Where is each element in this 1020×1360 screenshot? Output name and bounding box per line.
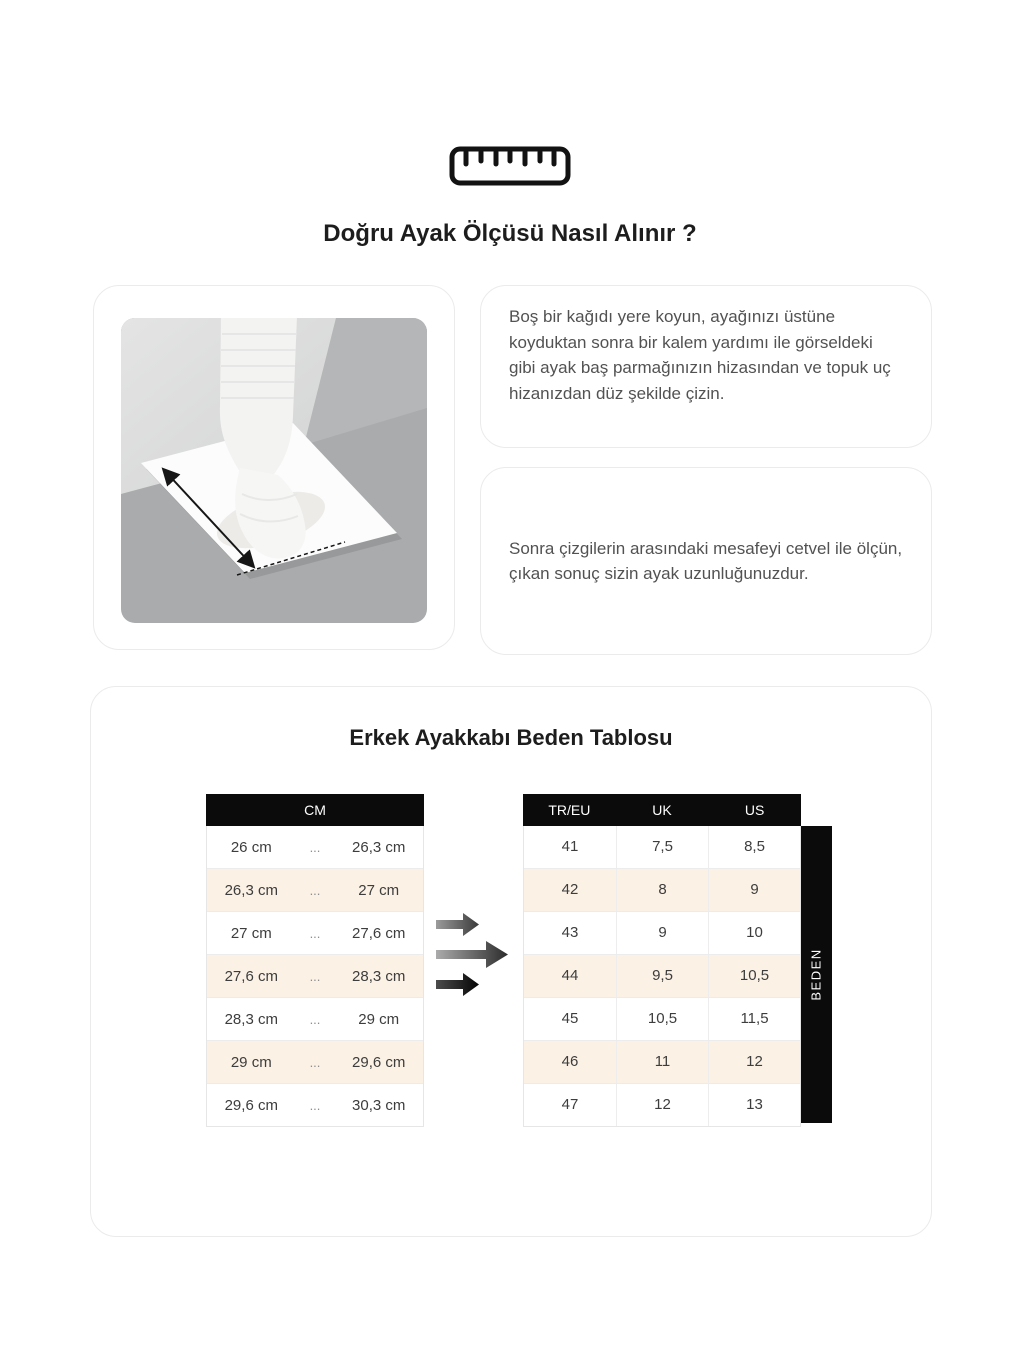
instruction-step2-text: Sonra çizgilerin arasındaki mesafeyi cetvel ile ölçün, çıkan sonuç sizin ayak uzunluğunuzdur. — [509, 538, 903, 583]
size-table-row: 47 12 13 — [524, 1083, 800, 1126]
header-uk: UK — [652, 802, 672, 818]
cm-table-row: 27,6 cm ... 28,3 cm — [207, 954, 423, 997]
arrows-right-icon — [436, 911, 516, 1004]
size-table-row: 42 8 9 — [524, 868, 800, 911]
cm-table-row: 26 cm ... 26,3 cm — [207, 826, 423, 868]
instruction-step1-text: Boş bir kağıdı yere koyun, ayağınızı üstüne koyduktan sonra bir kalem yardımı ile görseldeki gibi ayak baş parmağınızın hizasından ve topuk uç hizanızdan düz şekilde çizin. — [509, 307, 891, 403]
foot-measurement-photo — [121, 318, 427, 623]
page-title: Doğru Ayak Ölçüsü Nasıl Alınır ? — [323, 220, 697, 247]
size-table-row: 44 9,5 10,5 — [524, 954, 800, 997]
range-dots: ... — [309, 968, 321, 984]
range-dots: ... — [309, 1097, 321, 1113]
ruler-icon — [0, 146, 1020, 186]
size-table-row: 43 9 10 — [524, 911, 800, 954]
size-chart-card — [90, 686, 932, 1237]
header-us: US — [744, 802, 765, 818]
range-dots: ... — [309, 1011, 321, 1027]
measurement-photo-card — [93, 285, 455, 650]
beden-side-label: BEDEN — [801, 826, 832, 1123]
range-dots: ... — [309, 882, 321, 898]
range-dots: ... — [309, 839, 321, 855]
cm-table-row: 29,6 cm ... 30,3 cm — [207, 1083, 423, 1126]
instruction-card-1 — [480, 285, 932, 448]
size-table-row: 45 10,5 11,5 — [524, 997, 800, 1040]
cm-table-row: 29 cm ... 29,6 cm — [207, 1040, 423, 1083]
instruction-card-2 — [480, 467, 932, 655]
size-table-row: 41 7,5 8,5 — [524, 826, 800, 868]
cm-table-header: CM — [206, 794, 424, 826]
range-dots: ... — [309, 1054, 321, 1070]
cm-table-row: 26,3 cm ... 27 cm — [207, 868, 423, 911]
cm-table-row: 27 cm ... 27,6 cm — [207, 911, 423, 954]
size-chart-title: Erkek Ayakkabı Beden Tablosu — [349, 725, 673, 750]
cm-table-row: 28,3 cm ... 29 cm — [207, 997, 423, 1040]
cm-table — [206, 794, 424, 1127]
size-table — [523, 794, 801, 1127]
header-tr-eu: TR/EU — [548, 802, 591, 818]
range-dots: ... — [309, 925, 321, 941]
size-table-row: 46 11 12 — [524, 1040, 800, 1083]
size-table-header — [523, 794, 801, 826]
